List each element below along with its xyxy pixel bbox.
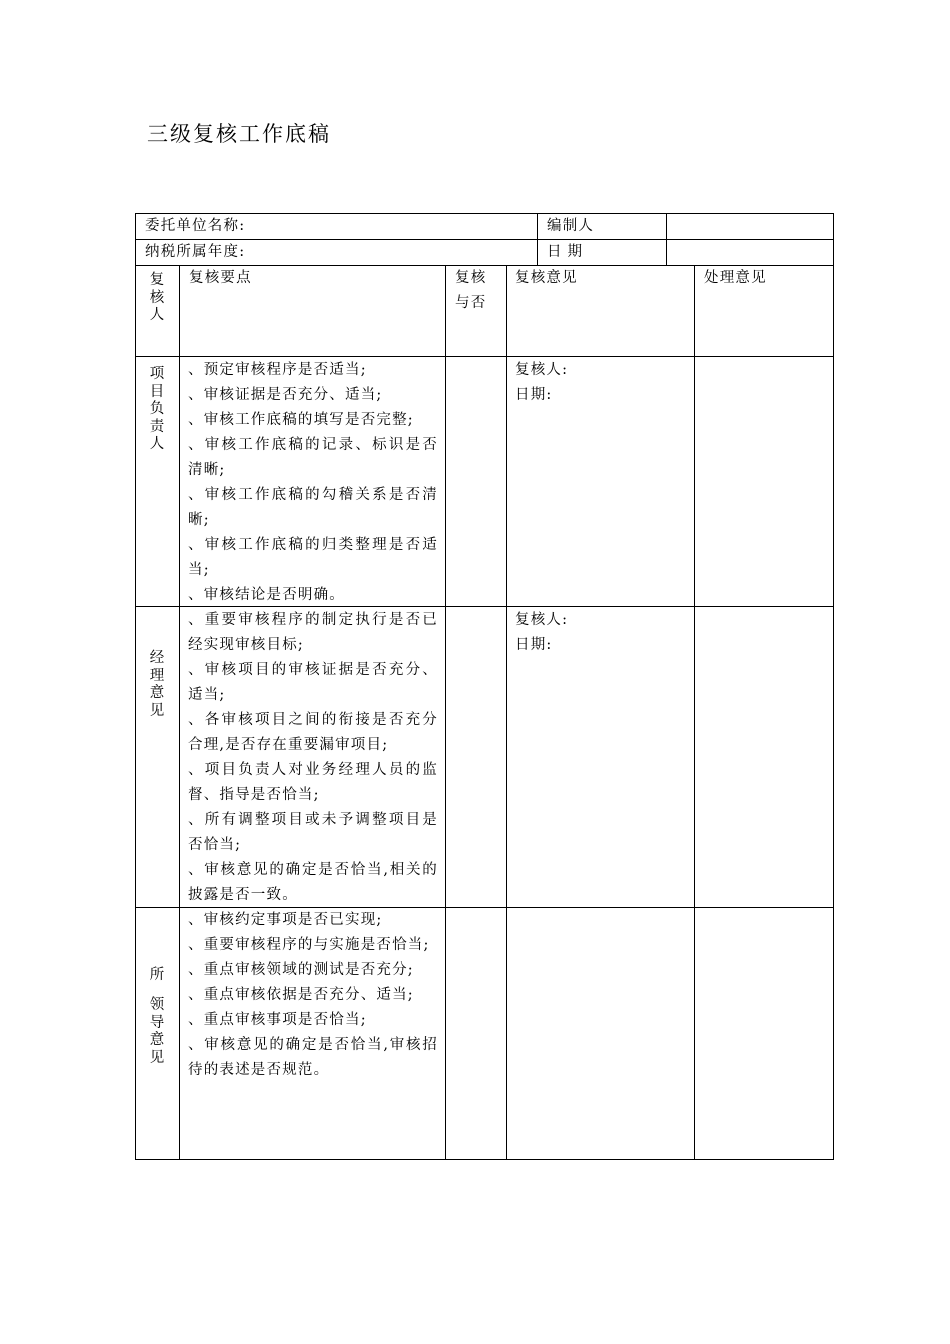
reviewer-firm-leadership-top: 所: [149, 967, 165, 983]
opinion-date-label: 日期:: [515, 387, 553, 403]
reviewer-project-lead: 项目负责人: [149, 366, 165, 452]
col-header-handling: 处理意见: [704, 270, 767, 286]
col-divider-reviewer: [179, 265, 180, 1160]
list-item: 、审核结论是否明确。: [188, 587, 345, 603]
list-item: 、各审核项目之间的衔接是否充分合理,是否存在重要漏审项目;: [188, 712, 438, 753]
list-item: 、项目负责人对业务经理人员的监督、指导是否恰当;: [188, 762, 438, 803]
col-header-opinion: 复核意见: [515, 270, 578, 286]
col-divider-points: [445, 265, 446, 1160]
list-item: 、重要审核程序的与实施是否恰当;: [188, 937, 430, 953]
tax-year-label: 纳税所属年度:: [145, 244, 246, 260]
manager-checklist: [188, 608, 438, 908]
list-item: 、审核工作底稿的填写是否完整;: [188, 412, 414, 428]
list-item: 、预定审核程序是否适当;: [188, 362, 367, 378]
preparer-label: 编制人: [547, 218, 595, 234]
header-divider-a: [537, 213, 538, 265]
leadership-checklist: [188, 908, 438, 1083]
header-divider-b: [666, 213, 667, 265]
list-item: 、审核工作底稿的归类整理是否适当;: [188, 537, 438, 578]
list-item: 、审核工作底稿的勾稽关系是否清晰;: [188, 487, 438, 528]
opinion-reviewer-label: 复核人:: [515, 362, 569, 378]
col-header-reviewer: 复核人: [149, 272, 165, 323]
col-header-key-points: 复核要点: [189, 270, 252, 286]
list-item: 、重点审核依据是否充分、适当;: [188, 987, 414, 1003]
review-table: [135, 213, 833, 1160]
list-item: 、重点审核领域的测试是否充分;: [188, 962, 414, 978]
opinion-date-label: 日期:: [515, 637, 553, 653]
col-divider-reviewed: [506, 265, 507, 1160]
date-label: 日期: [547, 244, 588, 260]
table-border-bottom: [135, 1159, 834, 1160]
list-item: 、审核意见的确定是否恰当,审核招待的表述是否规范。: [188, 1037, 438, 1078]
list-item: 、重要审核程序的制定执行是否已经实现审核目标;: [188, 612, 438, 653]
list-item: 、审核工作底稿的记录、标识是否清晰;: [188, 437, 438, 478]
reviewer-firm-leadership: 领导意见: [149, 997, 165, 1066]
list-item: 、审核证据是否充分、适当;: [188, 387, 383, 403]
opinion-reviewer-label: 复核人:: [515, 612, 569, 628]
list-item: 、重点审核事项是否恰当;: [188, 1012, 367, 1028]
row-divider-3: [135, 356, 834, 357]
list-item: 、审核意见的确定是否恰当,相关的披露是否一致。: [188, 862, 438, 903]
page-title: 三级复核工作底稿: [147, 122, 331, 146]
list-item: 、审核项目的审核证据是否充分、适当;: [188, 662, 438, 703]
col-header-reviewed: 复核与否: [455, 270, 487, 311]
table-border-left: [135, 213, 136, 1160]
reviewer-manager: 经理意见: [149, 650, 165, 719]
list-item: 、所有调整项目或未予调整项目是否恰当;: [188, 812, 438, 853]
client-name-label: 委托单位名称:: [145, 218, 246, 234]
table-border-right: [833, 213, 834, 1160]
list-item: 、审核约定事项是否已实现;: [188, 912, 383, 928]
project-lead-checklist: [188, 358, 438, 608]
col-divider-opinion: [694, 265, 695, 1160]
